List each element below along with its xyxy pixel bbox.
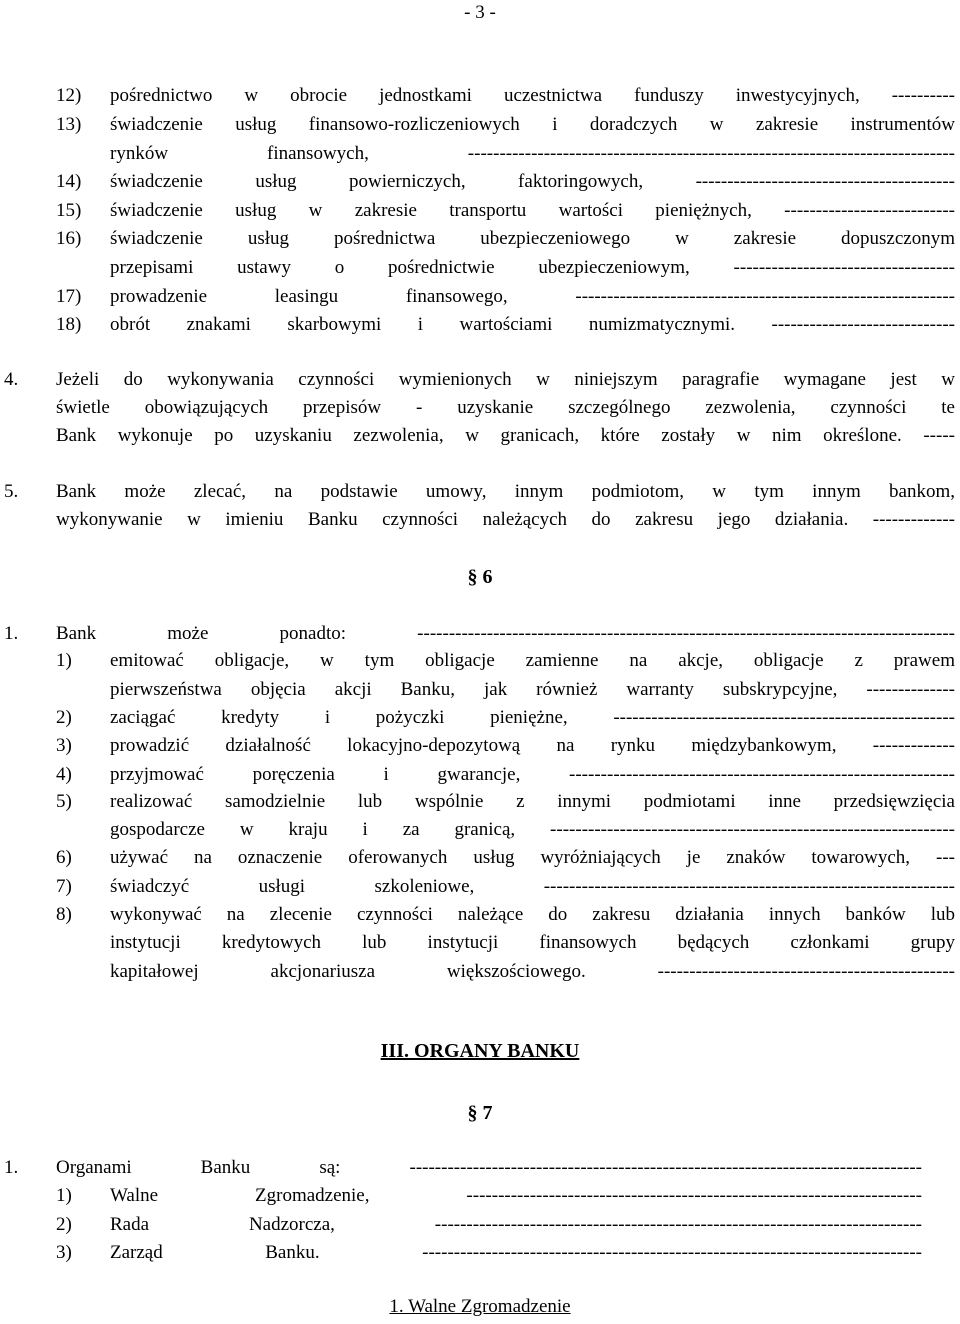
text-line: przepisami ustawy o pośrednictwie ubezpieczeniowym, ----------------------------------- [110,257,955,278]
text-line: wykonywanie w imieniu Banku czynności należących do zakresu jego działania. ------------- [56,509,955,530]
item-number: 1) [56,1185,72,1206]
text-line: świadczenie usług w zakresie transportu wartości pieniężnych, --------------------------- [110,200,955,221]
item-number: 12) [56,85,82,106]
item-number: 18) [56,314,82,335]
text-line: świadczyć usługi szkoleniowe, ----------------------------------------------------------------- [110,876,955,897]
text-line: prowadzić działalność lokacyjno-depozytową na rynku międzybankowym, ------------- [110,735,955,756]
item-number: 7) [56,876,72,897]
section-6-heading: § 6 [467,566,493,588]
text-line: zaciągać kredyty i pożyczki pieniężne, ------------------------------------------------------ [110,707,955,728]
item-number: 1. [4,623,19,644]
text-line: świadczenie usług finansowo-rozliczeniowych i doradczych w zakresie instrumentów [110,114,955,135]
item-number: 3) [56,1242,72,1263]
item-number: 15) [56,200,82,221]
item-number: 5) [56,791,72,812]
chapter-title: III. ORGANY BANKU [380,1040,580,1062]
text-line: Organami Banku są: --------------------------------------------------------------------------------- [56,1157,922,1178]
text-line: prowadzenie leasingu finansowego, ------------------------------------------------------------ [110,286,955,307]
section-7-heading: § 7 [467,1102,493,1124]
item-number: 4) [56,764,72,785]
text-line: świadczenie usług pośrednictwa ubezpieczeniowego w zakresie dopuszczonym [110,228,955,249]
text-line: używać na oznaczenie oferowanych usług wyróżniających je znaków towarowych, --- [110,847,955,868]
text-line: emitować obligacje, w tym obligacje zamienne na akcje, obligacje z prawem [110,650,955,671]
text-line: Walne Zgromadzenie, ------------------------------------------------------------------------ [110,1185,922,1206]
item-number: 8) [56,904,72,925]
item-number: 2) [56,707,72,728]
item-number: 3) [56,735,72,756]
text-line: przyjmować poręczenia i gwarancje, ------------------------------------------------------------- [110,764,955,785]
text-line: Bank wykonuje po uzyskaniu zezwolenia, w granicach, które zostały w nim określone. ----- [56,425,955,446]
item-number: 2) [56,1214,72,1235]
subsection-title: 1. Walne Zgromadzenie [389,1296,571,1317]
text-line: Bank może ponadto: ------------------------------------------------------------------------------------- [56,623,955,644]
text-line: wykonywać na zlecenie czynności należące do zakresu działania innych banków lub [110,904,955,925]
text-line: obrót znakami skarbowymi i wartościami numizmatycznymi. ----------------------------- [110,314,955,335]
page-number: - 3 - [464,2,496,23]
text-line: świetle obowiązujących przepisów - uzyskanie szczególnego zezwolenia, czynności te [56,397,955,418]
item-number: 1. [4,1157,19,1178]
text-line: instytucji kredytowych lub instytucji finansowych będących członkami grupy [110,932,955,953]
text-line: pierwszeństwa objęcia akcji Banku, jak również warranty subskrypcyjne, -------------- [110,679,955,700]
text-line: kapitałowej akcjonariusza większościowego. ----------------------------------------------- [110,961,955,982]
text-line: realizować samodzielnie lub wspólnie z innymi podmiotami inne przedsięwzięcia [110,791,955,812]
item-number: 6) [56,847,72,868]
item-number: 1) [56,650,72,671]
text-line: Bank może zlecać, na podstawie umowy, innym podmiotom, w tym innym bankom, [56,481,955,502]
text-line: gospodarcze w kraju i za granicą, ---------------------------------------------------------------- [110,819,955,840]
text-line: rynków finansowych, ----------------------------------------------------------------------------- [110,143,955,164]
text-line: Zarząd Banku. ------------------------------------------------------------------------------- [110,1242,922,1263]
text-line: świadczenie usług powierniczych, faktoringowych, ----------------------------------------- [110,171,955,192]
item-number: 14) [56,171,82,192]
item-number: 13) [56,114,82,135]
item-number: 17) [56,286,82,307]
item-number: 5. [4,481,19,502]
text-line: pośrednictwo w obrocie jednostkami uczestnictwa funduszy inwestycyjnych, ---------- [110,85,955,106]
item-number: 16) [56,228,82,249]
text-line: Rada Nadzorcza, ----------------------------------------------------------------------------- [110,1214,922,1235]
text-line: Jeżeli do wykonywania czynności wymienionych w niniejszym paragrafie wymagane jest w [56,369,955,390]
item-number: 4. [4,369,19,390]
